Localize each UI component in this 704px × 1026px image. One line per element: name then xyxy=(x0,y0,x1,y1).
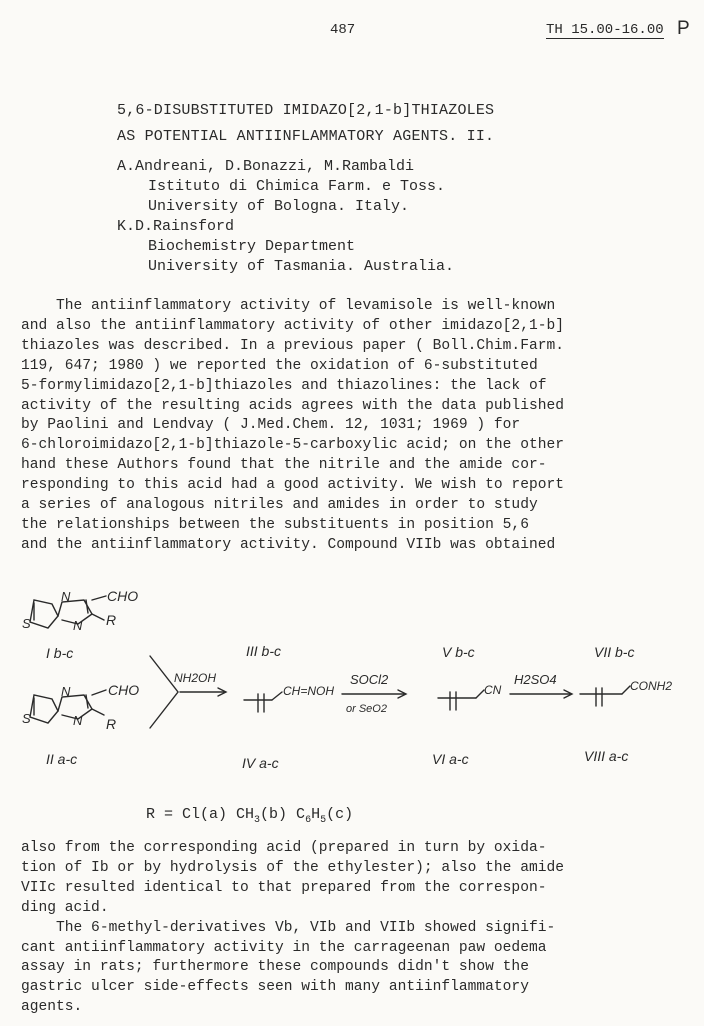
text-line: tion of Ib or by hydrolysis of the ethylester); also the amide xyxy=(21,859,564,876)
affiliation-line: University of Bologna. Italy. xyxy=(148,198,410,215)
text-line: agents. xyxy=(21,999,83,1016)
subscript: 3 xyxy=(254,815,261,826)
reagent-socl2: SOCl2 xyxy=(350,672,389,687)
title-line-2: AS POTENTIAL ANTIINFLAMMATORY AGENTS. II. xyxy=(117,128,495,145)
page-number: 487 xyxy=(330,22,356,38)
reaction-scheme xyxy=(0,575,704,775)
body-paragraph-1 xyxy=(21,297,564,556)
text-line: The antiinflammatory activity of levamisole is well-known xyxy=(21,298,556,314)
text-line: and the antiinflammatory activity. Compound VIIb was obtained xyxy=(21,536,556,553)
session-time: TH 15.00-16.00 xyxy=(546,22,664,38)
sulfur-label: S xyxy=(22,616,31,631)
text-line: The 6-methyl-derivatives Vb, VIb and VIIb showed signifi- xyxy=(21,919,556,936)
text-line: VIIc resulted identical to that prepared from the correspon- xyxy=(21,879,547,896)
subscript: 5 xyxy=(320,815,327,826)
nitrogen-label: N xyxy=(73,713,83,728)
nitrogen-label: N xyxy=(61,589,71,604)
nitrogen-label: N xyxy=(73,618,83,633)
r-group: R xyxy=(106,612,117,628)
substituent-definition xyxy=(146,806,353,826)
text-line: by Paolini and Lendvay ( J.Med.Chem. 12, 1031; 1969 ) for xyxy=(21,417,521,434)
text-line: 5-formylimidazo[2,1-b]thiazoles and thiazolines: the lack of xyxy=(21,377,547,394)
text-line: thiazoles was described. In a previous paper ( Boll.Chim.Farm. xyxy=(21,337,564,354)
r-def-text: (c) xyxy=(326,806,354,823)
text-line: activity of the resulting acids agrees with the data published xyxy=(21,397,564,414)
r-def-text: H xyxy=(311,806,321,823)
reagent-seo2: or SeO2 xyxy=(346,703,387,715)
label-Ib: I b-c xyxy=(46,645,74,661)
compound-IIa-structure xyxy=(22,682,139,732)
author-names-1: A.Andreani, D.Bonazzi, M.Rambaldi xyxy=(117,158,415,175)
text-line: ding acid. xyxy=(21,899,109,916)
label-IVa: IV a-c xyxy=(242,755,279,771)
session-letter: P xyxy=(677,18,690,39)
text-line: assay in rats; furthermore these compounds didn't show the xyxy=(21,959,529,976)
title-line-1: 5,6-DISUBSTITUTED IMIDAZO[2,1-b]THIAZOLES xyxy=(117,102,495,119)
author-block xyxy=(117,157,454,277)
text-line: responding to this acid had a good activity. We wish to report xyxy=(21,477,564,494)
r-def-text: (b) C xyxy=(260,806,306,823)
paper-title xyxy=(117,98,494,150)
label-Vb: V b-c xyxy=(442,644,475,660)
cho-group: CHO xyxy=(107,588,139,604)
affiliation-line: Istituto di Chimica Farm. e Toss. xyxy=(148,178,446,195)
affiliation-line: Biochemistry Department xyxy=(148,238,356,255)
cho-group: CHO xyxy=(108,682,140,698)
label-VIa: VI a-c xyxy=(432,751,469,767)
body-paragraph-2 xyxy=(21,839,564,1018)
text-line: gastric ulcer side-effects seen with many antiinflammatory xyxy=(21,979,529,996)
reagent-nh2oh: NH2OH xyxy=(174,671,217,685)
text-line: 6-chloroimidazo[2,1-b]thiazole-5-carboxylic acid; on the other xyxy=(21,437,564,454)
subscript: 6 xyxy=(305,815,312,826)
nitrogen-label: N xyxy=(61,684,71,699)
text-line: a series of analogous nitriles and amides in order to study xyxy=(21,497,538,514)
r-group: R xyxy=(106,716,117,732)
r-def-text: R = Cl(a) CH xyxy=(146,806,255,823)
text-line: 119, 647; 1980 ) we reported the oxidation of 6-substituted xyxy=(21,357,538,374)
text-line: cant antiinflammatory activity in the carrageenan paw oedema xyxy=(21,939,547,956)
reagent-h2so4: H2SO4 xyxy=(514,672,557,687)
label-IIIb: III b-c xyxy=(246,643,282,659)
author-names-2: K.D.Rainsford xyxy=(117,218,235,235)
text-line: the relationships between the substituents in position 5,6 xyxy=(21,516,529,533)
amide-group: CONH2 xyxy=(630,679,673,693)
label-VIIb: VII b-c xyxy=(594,644,635,660)
oxime-group: CH=NOH xyxy=(283,684,335,698)
sulfur-label: S xyxy=(22,711,31,726)
compound-Ib-structure xyxy=(22,588,138,633)
label-VIIIa: VIII a-c xyxy=(584,748,629,764)
text-line: hand these Authors found that the nitrile and the amide cor- xyxy=(21,457,547,474)
branch-arrow xyxy=(150,656,178,728)
affiliation-line: University of Tasmania. Australia. xyxy=(148,258,455,275)
text-line: also from the corresponding acid (prepared in turn by oxida- xyxy=(21,840,547,856)
label-IIa: II a-c xyxy=(46,751,78,767)
text-line: and also the antiinflammatory activity of other imidazo[2,1-b] xyxy=(21,317,564,334)
nitrile-group: CN xyxy=(484,683,502,697)
